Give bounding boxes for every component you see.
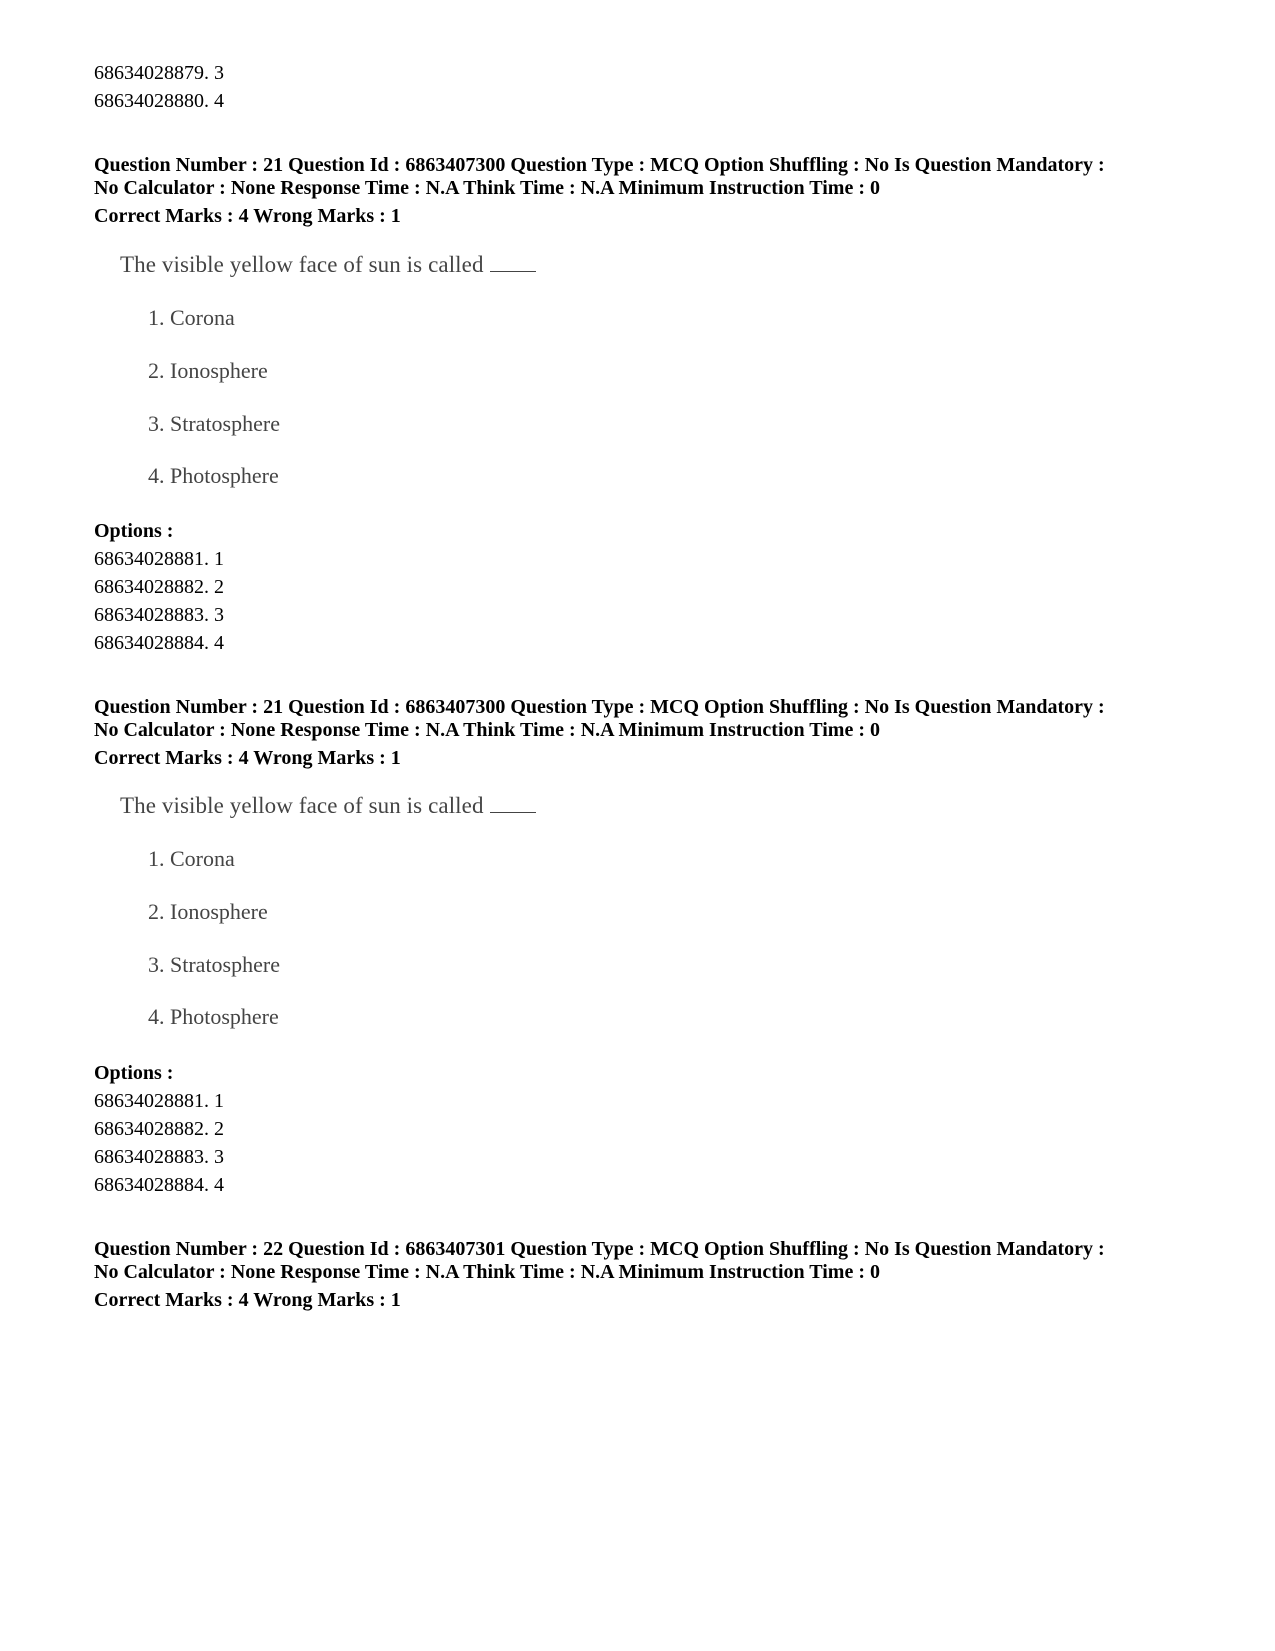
question-text: The visible yellow face of sun is called: [120, 793, 536, 819]
option-line: 68634028881. 1: [94, 548, 224, 570]
question-choice: 1. Corona: [148, 846, 235, 871]
question-marks: Correct Marks : 4 Wrong Marks : 1: [94, 747, 401, 769]
option-line: 68634028883. 3: [94, 604, 224, 626]
options-label: Options :: [94, 520, 174, 542]
options-label: Options :: [94, 1062, 174, 1084]
option-line: 68634028884. 4: [94, 1174, 224, 1196]
question-header: No Calculator : None Response Time : N.A Think Time : N.A Minimum Instruction Time : 0: [94, 177, 880, 199]
answer-blank: [490, 811, 536, 813]
question-header: Question Number : 22 Question Id : 6863407301 Question Type : MCQ Option Shuffling : No Is Question Mandatory :: [94, 1238, 1105, 1260]
option-line: 68634028884. 4: [94, 632, 224, 654]
option-line: 68634028883. 3: [94, 1146, 224, 1168]
question-choice: 2. Ionosphere: [148, 358, 268, 383]
option-line: 68634028880. 4: [94, 90, 224, 112]
answer-blank: [490, 270, 536, 272]
option-line: 68634028882. 2: [94, 576, 224, 598]
question-header: No Calculator : None Response Time : N.A Think Time : N.A Minimum Instruction Time : 0: [94, 1261, 880, 1283]
option-line: 68634028879. 3: [94, 62, 224, 84]
question-header: Question Number : 21 Question Id : 6863407300 Question Type : MCQ Option Shuffling : No Is Question Mandatory :: [94, 154, 1105, 176]
question-header: Question Number : 21 Question Id : 6863407300 Question Type : MCQ Option Shuffling : No Is Question Mandatory :: [94, 696, 1105, 718]
question-header: No Calculator : None Response Time : N.A Think Time : N.A Minimum Instruction Time : 0: [94, 719, 880, 741]
question-choice: 3. Stratosphere: [148, 952, 280, 977]
question-choice: 2. Ionosphere: [148, 899, 268, 924]
question-choice: 4. Photosphere: [148, 1004, 279, 1029]
option-line: 68634028881. 1: [94, 1090, 224, 1112]
question-choice: 4. Photosphere: [148, 463, 279, 488]
question-text: The visible yellow face of sun is called: [120, 252, 536, 278]
question-choice: 3. Stratosphere: [148, 411, 280, 436]
question-marks: Correct Marks : 4 Wrong Marks : 1: [94, 1289, 401, 1311]
question-marks: Correct Marks : 4 Wrong Marks : 1: [94, 205, 401, 227]
option-line: 68634028882. 2: [94, 1118, 224, 1140]
question-choice: 1. Corona: [148, 305, 235, 330]
